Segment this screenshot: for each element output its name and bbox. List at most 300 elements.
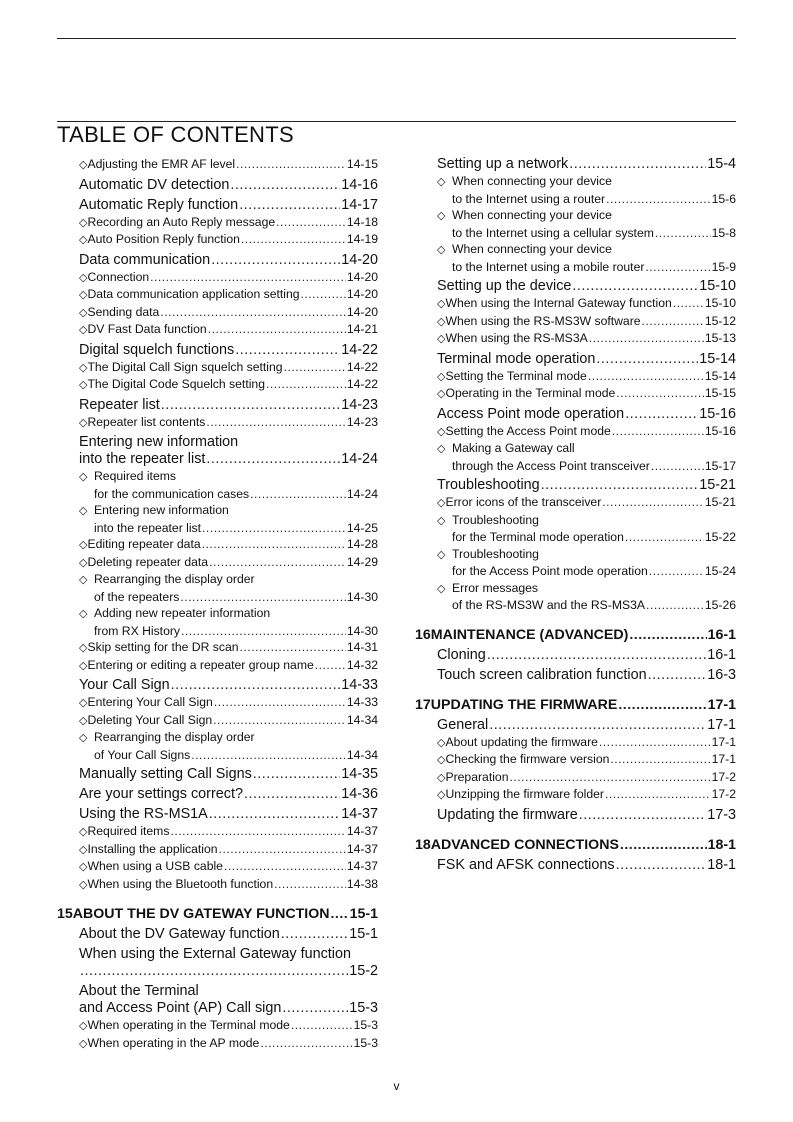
toc-subsection[interactable] bbox=[415, 423, 736, 441]
page-reference: 14-21 bbox=[346, 322, 378, 336]
diamond-bullet-icon: ◇ bbox=[79, 505, 88, 517]
toc-subsection[interactable] bbox=[57, 468, 378, 502]
toc-entry-text: When using a USB cable bbox=[87, 859, 223, 873]
toc-entry-first-line bbox=[437, 207, 736, 225]
diamond-bullet-icon: ◇ bbox=[437, 548, 446, 561]
toc-entry-text: DV Fast Data function bbox=[87, 322, 207, 336]
toc-entry-text: Adding new repeater information bbox=[94, 606, 271, 620]
toc-entry-text: Deleting Your Call Sign bbox=[87, 712, 213, 727]
toc-entry-text: When connecting your device bbox=[452, 174, 612, 188]
toc-chapter-line bbox=[415, 836, 736, 854]
toc-section[interactable] bbox=[57, 177, 378, 194]
toc-chapter-line bbox=[415, 696, 736, 714]
toc-section[interactable] bbox=[415, 807, 736, 824]
toc-entry-line bbox=[79, 536, 378, 554]
toc-section[interactable] bbox=[57, 252, 378, 269]
page-reference: 15-3 bbox=[353, 1018, 378, 1032]
toc-subsection[interactable] bbox=[57, 823, 378, 841]
page-reference: 15-10 bbox=[704, 296, 736, 310]
diamond-bullet-icon: ◇ bbox=[79, 324, 88, 336]
page-reference: 15-3 bbox=[349, 1000, 378, 1016]
toc-entry-text: About the DV Gateway function bbox=[79, 926, 280, 942]
toc-entry-line bbox=[79, 823, 378, 841]
dot-leader bbox=[645, 259, 710, 276]
toc-entry-line bbox=[437, 156, 736, 173]
diamond-bullet-icon: ◇ bbox=[437, 582, 446, 595]
toc-chapter-line bbox=[57, 905, 378, 923]
toc-section[interactable] bbox=[57, 677, 378, 694]
page-reference: 14-38 bbox=[346, 876, 378, 891]
diamond-bullet-icon: ◇ bbox=[437, 333, 446, 345]
page-reference: 15-1 bbox=[349, 906, 378, 922]
page-reference: 14-25 bbox=[346, 520, 378, 535]
page-reference: 14-16 bbox=[341, 176, 378, 193]
toc-section[interactable] bbox=[57, 946, 378, 980]
toc-subsection[interactable] bbox=[57, 694, 378, 712]
toc-section[interactable] bbox=[415, 278, 736, 295]
toc-section[interactable] bbox=[57, 766, 378, 783]
toc-subsection[interactable] bbox=[57, 554, 378, 572]
toc-subsection[interactable] bbox=[415, 385, 736, 403]
dot-leader bbox=[209, 806, 340, 823]
toc-entry-line bbox=[79, 269, 378, 287]
toc-entry-line bbox=[79, 926, 378, 943]
toc-entry-line bbox=[437, 423, 736, 441]
toc-subsection[interactable] bbox=[415, 295, 736, 313]
toc-entry-line bbox=[79, 397, 378, 414]
dot-leader bbox=[236, 156, 346, 173]
toc-subsection[interactable] bbox=[415, 207, 736, 241]
diamond-bullet-icon: ◇ bbox=[437, 244, 446, 256]
page-reference: 14-23 bbox=[346, 414, 378, 429]
page-reference: 15-16 bbox=[704, 423, 736, 438]
dot-leader bbox=[171, 677, 341, 694]
toc-entry-text: The Digital Code Squelch setting bbox=[87, 377, 265, 391]
dot-leader bbox=[191, 747, 346, 764]
page-reference: 18-1 bbox=[707, 836, 736, 853]
diamond-bullet-icon: ◇ bbox=[79, 306, 88, 319]
toc-entry-line bbox=[437, 313, 736, 331]
toc-entry-line bbox=[437, 717, 736, 734]
toc-entry-line bbox=[79, 623, 378, 640]
toc-subsection[interactable] bbox=[415, 546, 736, 580]
toc-entry-line bbox=[79, 342, 378, 359]
dot-leader bbox=[642, 313, 704, 330]
toc-entry-first-line bbox=[437, 173, 736, 191]
page-reference: 14-22 bbox=[341, 341, 378, 358]
toc-subsection[interactable] bbox=[57, 156, 378, 174]
toc-subsection[interactable] bbox=[57, 1017, 378, 1035]
toc-entry-text: Sending data bbox=[87, 304, 160, 319]
toc-subsection[interactable] bbox=[57, 359, 378, 377]
page-reference: 14-24 bbox=[341, 451, 378, 467]
toc-section[interactable] bbox=[57, 786, 378, 803]
page-reference: 17-2 bbox=[711, 769, 736, 784]
toc-entry-line bbox=[79, 876, 378, 894]
dot-leader bbox=[180, 589, 345, 606]
toc-entry-text: Are your settings correct? bbox=[79, 786, 243, 802]
diamond-bullet-icon: ◇ bbox=[437, 210, 446, 222]
toc-entry-text: Terminal mode operation bbox=[437, 350, 596, 367]
toc-section[interactable] bbox=[415, 717, 736, 734]
page-reference: 17-1 bbox=[707, 716, 736, 733]
diamond-bullet-icon: ◇ bbox=[437, 443, 446, 455]
toc-subsection[interactable] bbox=[415, 751, 736, 769]
diamond-bullet-icon: ◇ bbox=[437, 176, 446, 188]
toc-entry-line bbox=[79, 1000, 378, 1017]
toc-section[interactable] bbox=[57, 806, 378, 823]
toc-entry-text: of the RS-MS3W and the RS-MS3A bbox=[452, 598, 646, 612]
toc-entry-line bbox=[79, 858, 378, 876]
toc-section[interactable] bbox=[415, 667, 736, 684]
toc-subsection[interactable] bbox=[415, 330, 736, 348]
diamond-bullet-icon: ◇ bbox=[437, 370, 446, 383]
toc-entry-text: Recording an Auto Reply message bbox=[87, 214, 276, 229]
toc-entry-text: General bbox=[437, 716, 489, 733]
dot-leader bbox=[241, 231, 346, 248]
toc-entry-first-line bbox=[437, 241, 736, 259]
dot-leader bbox=[589, 330, 704, 347]
toc-subsection[interactable] bbox=[57, 502, 378, 536]
toc-entry-text: Making a Gateway call bbox=[452, 441, 575, 455]
page-reference: 15-22 bbox=[704, 530, 736, 544]
toc-entry-text: of the repeaters bbox=[94, 589, 180, 604]
dot-leader bbox=[274, 876, 346, 893]
toc-entry-line bbox=[437, 734, 736, 752]
dot-leader bbox=[602, 494, 704, 511]
dot-leader bbox=[239, 197, 340, 214]
toc-subsection[interactable] bbox=[57, 321, 378, 339]
toc-entry-text: Setting the Terminal mode bbox=[445, 368, 587, 383]
page-reference: 18-1 bbox=[707, 856, 736, 873]
toc-subsection[interactable] bbox=[415, 769, 736, 787]
dot-leader bbox=[648, 667, 707, 684]
page-reference: 15-1 bbox=[349, 926, 378, 942]
toc-subsection[interactable] bbox=[415, 440, 736, 474]
toc-entry-line bbox=[79, 747, 378, 764]
toc-entry-text: Updating the firmware bbox=[437, 806, 578, 823]
toc-entry-text: Adjusting the EMR AF level bbox=[87, 157, 236, 171]
diamond-bullet-icon: ◇ bbox=[79, 271, 88, 284]
dot-leader bbox=[618, 696, 706, 714]
page-reference: 14-37 bbox=[346, 824, 378, 838]
dot-leader bbox=[596, 351, 698, 368]
page-reference: 15-21 bbox=[699, 477, 736, 493]
diamond-bullet-icon: ◇ bbox=[79, 843, 88, 856]
page-reference: 14-29 bbox=[346, 554, 378, 569]
dot-leader bbox=[206, 451, 340, 468]
toc-section[interactable] bbox=[57, 197, 378, 214]
diamond-bullet-icon: ◇ bbox=[437, 388, 446, 400]
page-reference: 14-35 bbox=[341, 766, 378, 782]
page-reference: 15-17 bbox=[704, 458, 736, 473]
toc-entry-line bbox=[79, 766, 378, 783]
dot-leader bbox=[202, 520, 346, 537]
toc-entry-text: Your Call Sign bbox=[79, 677, 170, 693]
dot-leader bbox=[616, 857, 707, 874]
toc-entry-line bbox=[79, 252, 378, 269]
toc-entry-line bbox=[437, 278, 736, 295]
page-reference: 15-6 bbox=[711, 191, 736, 206]
dot-leader bbox=[291, 1017, 353, 1034]
toc-subsection[interactable] bbox=[415, 173, 736, 207]
dot-leader bbox=[629, 626, 706, 644]
toc-subsection[interactable] bbox=[415, 241, 736, 275]
toc-entry-line bbox=[79, 451, 378, 468]
diamond-bullet-icon: ◇ bbox=[79, 826, 88, 838]
toc-entry-first-line bbox=[79, 605, 378, 623]
page-reference: 14-37 bbox=[346, 859, 378, 873]
page-reference: 16-1 bbox=[707, 626, 736, 643]
toc-entry-line bbox=[437, 368, 736, 386]
toc-entry-line bbox=[79, 694, 378, 712]
toc-subsection[interactable] bbox=[57, 286, 378, 304]
page-reference: 15-9 bbox=[711, 259, 736, 274]
toc-entry-text: When using the External Gateway function bbox=[79, 946, 351, 962]
page-reference: 17-2 bbox=[711, 787, 736, 801]
toc-chapter[interactable] bbox=[415, 836, 736, 854]
diamond-bullet-icon: ◇ bbox=[79, 556, 88, 569]
toc-entry-text: About the Terminal bbox=[79, 983, 199, 999]
dot-leader bbox=[80, 963, 348, 980]
toc-entry-text: from RX History bbox=[94, 623, 180, 638]
toc-entry-first-line bbox=[79, 946, 378, 963]
page-reference: 15-12 bbox=[704, 313, 736, 328]
diamond-bullet-icon: ◇ bbox=[79, 416, 88, 429]
page-reference: 15-14 bbox=[699, 350, 736, 367]
page-reference: 14-34 bbox=[346, 747, 378, 762]
toc-section[interactable] bbox=[415, 477, 736, 494]
toc-entry-first-line bbox=[437, 546, 736, 564]
page-reference: 15-2 bbox=[349, 963, 378, 979]
dot-leader bbox=[170, 823, 345, 840]
dot-leader bbox=[240, 639, 346, 656]
toc-entry-line bbox=[437, 225, 736, 242]
toc-entry-line bbox=[79, 359, 378, 377]
page-reference: 15-15 bbox=[704, 386, 736, 400]
page-reference: 14-30 bbox=[346, 589, 378, 604]
toc-subsection[interactable] bbox=[57, 571, 378, 605]
diamond-bullet-icon: ◇ bbox=[79, 289, 88, 301]
page-reference: 17-1 bbox=[707, 696, 736, 713]
toc-entry-text: to the Internet using a router bbox=[452, 191, 606, 206]
toc-entry-line bbox=[437, 330, 736, 348]
toc-entry-text: Skip setting for the DR scan bbox=[87, 640, 239, 654]
diamond-bullet-icon: ◇ bbox=[437, 514, 446, 527]
toc-subsection[interactable] bbox=[57, 269, 378, 287]
page-reference: 14-19 bbox=[346, 232, 378, 246]
dot-leader bbox=[649, 563, 704, 580]
page-reference: 15-26 bbox=[704, 598, 736, 612]
toc-subsection[interactable] bbox=[415, 494, 736, 512]
page-reference: 14-20 bbox=[341, 251, 378, 268]
diamond-bullet-icon: ◇ bbox=[79, 878, 88, 891]
toc-subsection[interactable] bbox=[415, 580, 736, 614]
toc-entry-first-line bbox=[437, 440, 736, 458]
page-reference: 14-31 bbox=[346, 640, 378, 654]
toc-entry-text: Troubleshooting bbox=[452, 512, 539, 527]
dot-leader bbox=[606, 191, 710, 208]
dot-leader bbox=[605, 786, 711, 803]
chapter-number: 18 bbox=[415, 836, 431, 853]
dot-leader bbox=[161, 397, 340, 414]
diamond-bullet-icon: ◇ bbox=[79, 471, 88, 483]
toc-section[interactable] bbox=[57, 397, 378, 414]
dot-leader bbox=[673, 295, 704, 312]
toc-entry-text: Digital squelch functions bbox=[79, 341, 235, 358]
toc-subsection[interactable] bbox=[57, 231, 378, 249]
toc-subsection[interactable] bbox=[57, 376, 378, 394]
dot-leader bbox=[213, 712, 346, 729]
toc-section[interactable] bbox=[415, 351, 736, 368]
page-reference: 15-24 bbox=[704, 564, 736, 578]
toc-subsection[interactable] bbox=[57, 605, 378, 639]
page-reference: 14-34 bbox=[346, 712, 378, 727]
toc-chapter[interactable] bbox=[415, 626, 736, 644]
dot-leader bbox=[214, 694, 346, 711]
toc-subsection[interactable] bbox=[57, 729, 378, 763]
toc-entry-line bbox=[79, 841, 378, 859]
toc-entry-text: Installing the application bbox=[87, 841, 218, 856]
toc-entry-first-line bbox=[79, 434, 378, 451]
toc-entry-line bbox=[437, 385, 736, 403]
dot-leader bbox=[588, 368, 704, 385]
dot-leader bbox=[646, 597, 704, 614]
toc-subsection[interactable] bbox=[57, 304, 378, 322]
toc-section[interactable] bbox=[57, 983, 378, 1017]
toc-subsection[interactable] bbox=[57, 858, 378, 876]
dot-leader bbox=[206, 414, 345, 431]
dot-leader bbox=[625, 529, 704, 546]
toc-entry-line bbox=[79, 304, 378, 322]
toc-entry-text: to the Internet using a cellular system bbox=[452, 225, 654, 240]
toc-section[interactable] bbox=[57, 926, 378, 943]
toc-subsection[interactable] bbox=[415, 512, 736, 546]
toc-subsection[interactable] bbox=[415, 313, 736, 331]
toc-section[interactable] bbox=[415, 647, 736, 664]
toc-entry-line bbox=[79, 589, 378, 606]
dot-leader bbox=[282, 1000, 348, 1017]
toc-entry-line bbox=[437, 647, 736, 664]
toc-entry-text: The Digital Call Sign squelch setting bbox=[87, 359, 283, 374]
diamond-bullet-icon: ◇ bbox=[437, 736, 446, 749]
toc-entry-text: Manually setting Call Signs bbox=[79, 766, 252, 782]
diamond-bullet-icon: ◇ bbox=[79, 159, 88, 171]
diamond-bullet-icon: ◇ bbox=[437, 754, 446, 766]
toc-left-column bbox=[57, 156, 378, 1052]
toc-section[interactable] bbox=[415, 156, 736, 173]
toc-entry-text: Touch screen calibration function bbox=[437, 666, 647, 683]
dot-leader bbox=[541, 477, 699, 494]
page-reference: 17-1 bbox=[711, 734, 736, 749]
toc-chapter[interactable] bbox=[415, 696, 736, 714]
page-reference: 15-4 bbox=[707, 156, 736, 172]
toc-entry-text: About updating the firmware bbox=[445, 734, 598, 749]
page-reference: 14-37 bbox=[341, 806, 378, 822]
toc-entry-line bbox=[79, 231, 378, 249]
toc-entry-line bbox=[437, 295, 736, 313]
toc-entry-line bbox=[437, 786, 736, 804]
toc-entry-text: Repeater list bbox=[79, 396, 160, 413]
top-rule bbox=[57, 38, 736, 39]
toc-entry-line bbox=[79, 286, 378, 304]
toc-right-column bbox=[415, 156, 736, 874]
toc-section[interactable] bbox=[415, 406, 736, 423]
toc-section[interactable] bbox=[57, 434, 378, 468]
toc-entry-text: When connecting your device bbox=[452, 242, 612, 256]
toc-entry-line bbox=[437, 529, 736, 546]
toc-entry-text: Data communication application setting bbox=[87, 287, 300, 301]
toc-entry-line bbox=[437, 351, 736, 368]
toc-entry-text: Connection bbox=[87, 269, 150, 284]
toc-entry-line bbox=[437, 477, 736, 494]
toc-entry-line bbox=[79, 963, 378, 980]
toc-entry-text: Setting up a network bbox=[437, 156, 569, 172]
page-reference: 15-10 bbox=[699, 278, 736, 294]
toc-subsection[interactable] bbox=[57, 414, 378, 432]
toc-chapter[interactable] bbox=[57, 905, 378, 923]
toc-entry-text: Required items bbox=[94, 469, 176, 483]
page-reference: 14-33 bbox=[346, 695, 378, 709]
toc-entry-first-line bbox=[79, 502, 378, 520]
toc-subsection[interactable] bbox=[57, 214, 378, 232]
title-rule bbox=[57, 121, 736, 122]
toc-section[interactable] bbox=[415, 857, 736, 874]
toc-subsection[interactable] bbox=[57, 712, 378, 730]
toc-subsection[interactable] bbox=[57, 657, 378, 675]
toc-entry-line bbox=[437, 191, 736, 208]
diamond-bullet-icon: ◇ bbox=[79, 642, 88, 654]
dot-leader bbox=[219, 841, 346, 858]
toc-subsection[interactable] bbox=[57, 841, 378, 859]
toc-entry-text: When using the RS-MS3A bbox=[445, 331, 588, 345]
toc-entry-text: Entering Your Call Sign bbox=[87, 695, 213, 709]
dot-leader bbox=[569, 156, 706, 173]
toc-entry-text: FSK and AFSK connections bbox=[437, 856, 615, 873]
toc-subsection[interactable] bbox=[57, 536, 378, 554]
dot-leader bbox=[489, 717, 706, 734]
diamond-bullet-icon: ◇ bbox=[437, 425, 446, 438]
toc-subsection[interactable] bbox=[57, 876, 378, 894]
toc-subsection[interactable] bbox=[415, 786, 736, 804]
toc-entry-text: Automatic DV detection bbox=[79, 176, 230, 193]
toc-entry-line bbox=[79, 156, 378, 174]
dot-leader bbox=[211, 252, 340, 269]
toc-subsection[interactable] bbox=[57, 1035, 378, 1053]
page-reference: 14-36 bbox=[341, 786, 378, 802]
toc-subsection[interactable] bbox=[57, 639, 378, 657]
dot-leader bbox=[651, 458, 704, 475]
toc-entry-text: When connecting your device bbox=[452, 208, 612, 222]
page-reference: 14-28 bbox=[346, 537, 378, 551]
toc-subsection[interactable] bbox=[415, 734, 736, 752]
dot-leader bbox=[253, 766, 340, 783]
page-reference: 14-18 bbox=[346, 214, 378, 229]
diamond-bullet-icon: ◇ bbox=[79, 216, 88, 229]
toc-subsection[interactable] bbox=[415, 368, 736, 386]
toc-entry-text: for the communication cases bbox=[94, 486, 250, 501]
toc-entry-line bbox=[437, 406, 736, 423]
toc-entry-line bbox=[437, 259, 736, 276]
dot-leader bbox=[260, 1035, 352, 1052]
diamond-bullet-icon: ◇ bbox=[79, 1020, 88, 1032]
toc-entry-text: When operating in the AP mode bbox=[87, 1035, 260, 1050]
toc-section[interactable] bbox=[57, 342, 378, 359]
toc-entry-line bbox=[437, 807, 736, 824]
toc-entry-line bbox=[79, 712, 378, 730]
toc-entry-text: Rearranging the display order bbox=[94, 730, 255, 744]
toc-entry-line bbox=[437, 563, 736, 580]
